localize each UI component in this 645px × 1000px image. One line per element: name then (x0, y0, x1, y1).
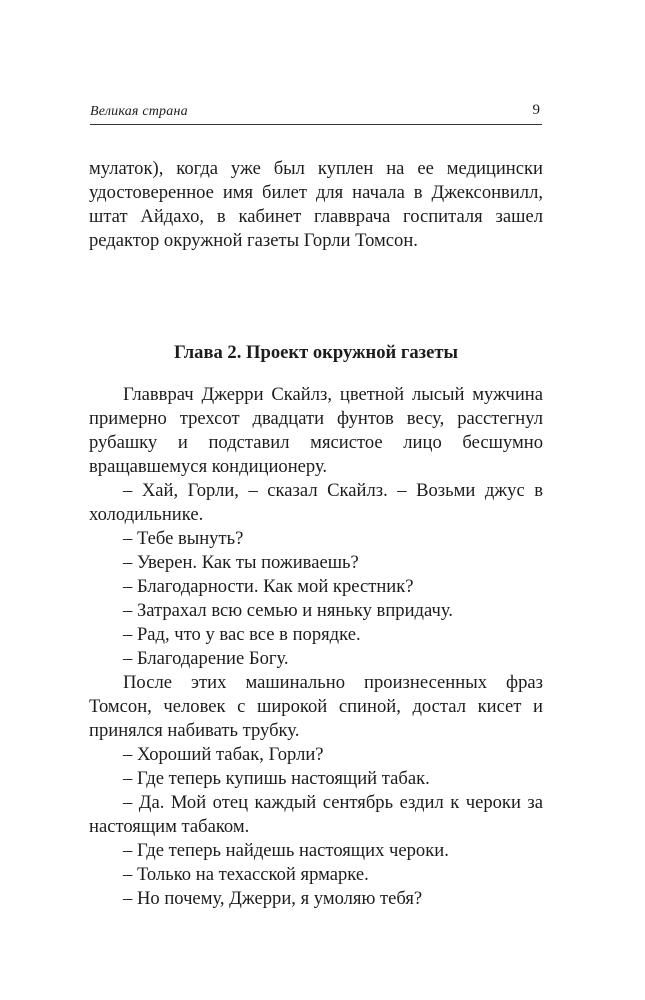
paragraph: Главврач Джерри Скайлз, цветной лысый мужчина примерно трехсот двадцати фунтов весу, расстегнул рубашку и подставил мясистое лицо бесшумно вращавшемуся кондиционеру. (89, 384, 543, 477)
dialogue-line: – Рад, что у вас все в порядке. (123, 624, 361, 645)
page-number: 9 (532, 102, 540, 118)
dialogue-line: – Но почему, Джерри, я умоляю тебя? (123, 888, 423, 909)
intro-paragraph: мулаток), когда уже был куплен на ее медицински удостоверенное имя билет для начала в Джексонвилл, штат Айдахо, в кабинет главврача госпиталя зашел редактор окружной газеты Горли Томсон. (89, 158, 543, 251)
dialogue-line: – Да. Мой отец каждый сентябрь ездил к чероки за настоящим табаком. (89, 792, 543, 837)
dialogue-line: – Хай, Горли, – сказал Скайлз. – Возьми джус в холодильнике. (89, 480, 543, 525)
running-title: Великая страна (90, 104, 188, 119)
dialogue-line: – Затрахал всю семью и няньку впридачу. (123, 600, 453, 621)
dialogue-line: – Благодарности. Как мой крестник? (123, 576, 414, 597)
chapter-title: Глава 2. Проект окружной газеты (173, 342, 459, 363)
paragraph: После этих машинально произнесенных фраз Томсон, человек с широкой спиной, достал кисет и принялся набивать трубку. (89, 672, 543, 741)
dialogue-line: – Только на техасской ярмарке. (123, 864, 369, 885)
dialogue-line: – Уверен. Как ты поживаешь? (123, 552, 359, 573)
intro-text (89, 157, 543, 253)
dialogue-line: – Тебе вынуть? (123, 528, 244, 549)
dialogue-line: – Хороший табак, Горли? (123, 744, 324, 765)
dialogue-line: – Благодарение Богу. (123, 648, 289, 669)
running-header (90, 100, 542, 125)
dialogue-line: – Где теперь найдешь настоящих чероки. (123, 840, 449, 861)
chapter-body (89, 383, 543, 911)
dialogue-line: – Где теперь купишь настоящий табак. (123, 768, 430, 789)
